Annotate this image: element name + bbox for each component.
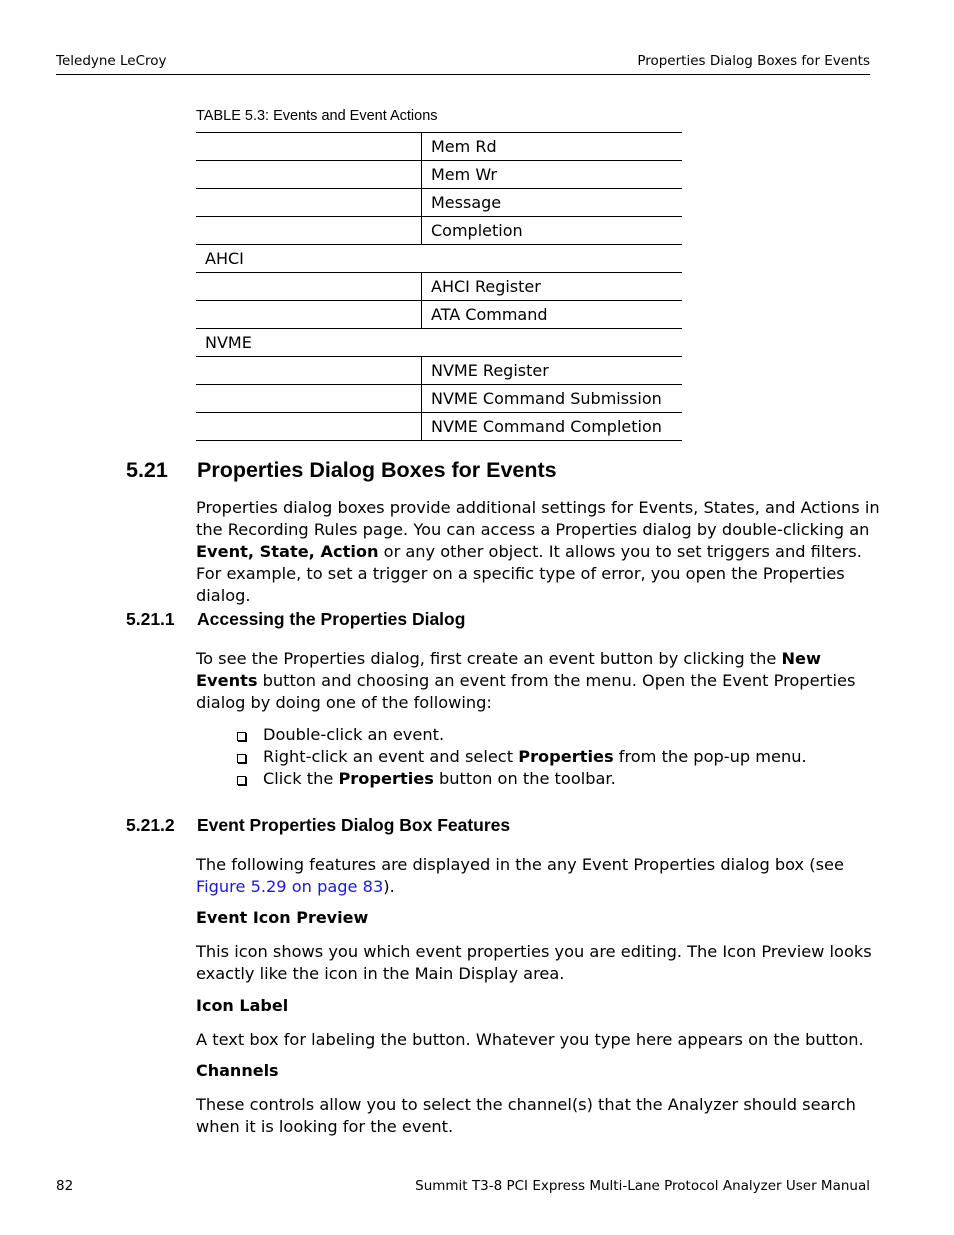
checkbox-bullet-icon (237, 754, 246, 763)
feature-text-channels: These controls allow you to select the channel(s) that the Analyzer should search when it is looking for the event. (196, 1095, 856, 1136)
table-row (196, 161, 682, 189)
subsection-2-number: 5.21.2 (126, 815, 175, 835)
table-row (196, 385, 682, 413)
table-cell-event: NVME Command Completion (422, 413, 683, 441)
sub1-text-pre: To see the Properties dialog, first create an event button by clicking the (196, 649, 782, 668)
subsection-1-number: 5.21.1 (126, 609, 175, 629)
table-cell-event: AHCI Register (422, 273, 683, 301)
bullet-text: Click the (263, 769, 339, 788)
table-row (196, 217, 682, 245)
section-title: Properties Dialog Boxes for Events (197, 458, 557, 482)
section-intro (196, 497, 886, 607)
intro-text-1: Properties dialog boxes provide additional settings for Events, States, and Actions in the Recording Rules page. You can access a Properties dialog by double-clicking an (196, 498, 880, 539)
feature-heading-icon-preview: Event Icon Preview (196, 908, 369, 927)
bullet-text: Right-click an event and select (263, 747, 519, 766)
table-row (196, 329, 682, 357)
feature-heading-icon-label: Icon Label (196, 996, 289, 1015)
table-row (196, 245, 682, 273)
feature-text-icon-label: A text box for labeling the button. Whatever you type here appears on the button. (196, 1030, 864, 1049)
section-heading (126, 458, 557, 483)
table-cell-category (196, 217, 422, 245)
section-number: 5.21 (126, 458, 168, 482)
figure-link[interactable]: Figure 5.29 on page 83 (196, 877, 384, 896)
intro-bold: Event, State, Action (196, 542, 379, 561)
list-item (237, 768, 807, 790)
table-cell-category (196, 357, 422, 385)
table-cell-category (196, 413, 422, 441)
intro-text-2: or any other object. It allows you to set triggers and filters. For example, to set a trigger on a specific type of error, you open the Properties dialog. (196, 542, 862, 605)
table-row (196, 189, 682, 217)
events-table (196, 132, 682, 441)
access-steps-list (237, 724, 807, 790)
header-left: Teledyne LeCroy (56, 53, 167, 69)
sub1-text-post: button and choosing an event from the menu. Open the Event Properties dialog by doing one of the following: (196, 671, 856, 712)
table-cell-category (196, 161, 422, 189)
table-row (196, 133, 682, 161)
table-cell-category (196, 385, 422, 413)
sub2-text-post: ). (383, 877, 395, 896)
checkbox-bullet-icon (237, 732, 246, 741)
list-item (237, 746, 807, 768)
bullet-bold: Properties (338, 769, 434, 788)
table-cell-event: ATA Command (422, 301, 683, 329)
table-cell-event: Mem Rd (422, 133, 683, 161)
table-cell-event: Completion (422, 217, 683, 245)
table-caption: TABLE 5.3: Events and Event Actions (196, 108, 438, 124)
checkbox-bullet-icon (237, 776, 246, 785)
table-row (196, 357, 682, 385)
subsection-1-body (196, 648, 886, 714)
events-table-body (196, 133, 682, 441)
table-cell-event: NVME Register (422, 357, 683, 385)
header-rule (56, 74, 870, 75)
sub2-text-pre: The following features are displayed in the any Event Properties dialog box (see (196, 855, 844, 874)
table-cell-category (196, 189, 422, 217)
table-row (196, 273, 682, 301)
table-cell-event: Message (422, 189, 683, 217)
table-cell-category (196, 133, 422, 161)
feature-heading-channels: Channels (196, 1061, 279, 1080)
sub1-text-bold: New Events (196, 649, 821, 690)
table-cell-group: NVME (196, 329, 682, 357)
list-item (237, 724, 807, 746)
table-row (196, 301, 682, 329)
feature-text-icon-preview: This icon shows you which event properties you are editing. The Icon Preview looks exactly like the icon in the Main Display area. (196, 942, 872, 983)
table-cell-category (196, 273, 422, 301)
header-right: Properties Dialog Boxes for Events (637, 53, 870, 69)
table-cell-event: NVME Command Submission (422, 385, 683, 413)
bullet-text: from the pop-up menu. (613, 747, 807, 766)
subsection-2-title: Event Properties Dialog Box Features (197, 815, 511, 835)
bullet-bold: Properties (518, 747, 614, 766)
bullet-text: button on the toolbar. (433, 769, 616, 788)
table-row (196, 413, 682, 441)
subsection-1-title: Accessing the Properties Dialog (197, 609, 466, 629)
subsection-2-heading (126, 815, 510, 836)
table-cell-category (196, 301, 422, 329)
table-cell-event: Mem Wr (422, 161, 683, 189)
table-cell-group: AHCI (196, 245, 682, 273)
subsection-1-heading (126, 609, 465, 630)
subsection-2-intro (196, 854, 886, 898)
footer-page-number: 82 (56, 1178, 74, 1194)
bullet-text: Double-click an event. (263, 725, 445, 744)
footer-title: Summit T3-8 PCI Express Multi-Lane Protocol Analyzer User Manual (415, 1178, 870, 1194)
